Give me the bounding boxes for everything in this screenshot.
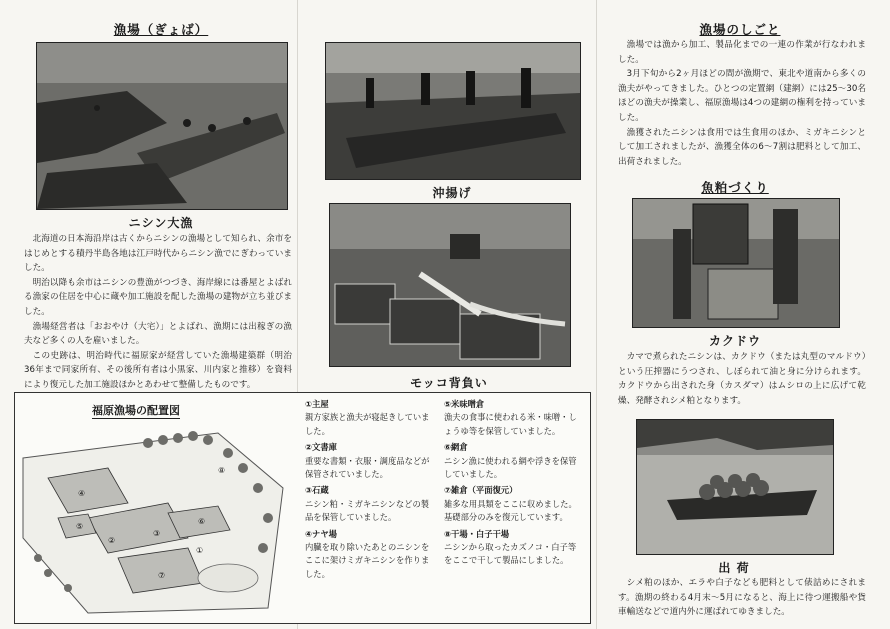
right-paragraph: 漁場では漁から加工、製品化までの一連の作業が行なわれました。 [618,40,866,65]
fold-line-right [596,0,597,629]
legend-desc: 雑多な用具類をここに収めました。基礎部分のみを復元しています。 [444,498,577,523]
photo-kakudo [632,198,840,328]
legend-item [305,484,437,524]
shukka-text-block [618,576,866,620]
right-paragraph: 3月下旬から2ヶ月ほどの間が漁期で、東北や道南から多くの漁夫がやってきました。ひとつの定置網（建網）には25〜30名ほどの漁夫が操業し、福原漁場は4つの建網の権利を持っていました。 [618,69,866,123]
caption-kakudo: カクドウ [708,334,761,348]
legend-desc: ニシンから取ったカズノコ・白子等をここで干して製品にしました。 [444,542,577,566]
legend-item [444,398,578,438]
legend-item [444,441,578,481]
kakudo-text-block [618,350,866,408]
map-title: 福原漁場の配置図 [92,404,180,417]
legend-item [444,484,578,524]
legend-head: ③石蔵 [305,485,329,496]
right-title: 漁場のしごと [699,22,781,37]
map-label-3: ③ [153,529,161,538]
photo-okiage [325,42,581,180]
right-paragraph: 漁獲されたニシンは食用では生食用のほか、ミガキニシンとして加工されましたが、漁獲全体の6〜7割は肥料として加工、出荷されました。 [618,127,866,167]
left-paragraph: 北海道の日本海沿岸は古くからニシンの漁場として知られ、余市をはじめとする積丹半島各地は江戸時代からニシン漁でにぎわっていました。 [24,234,292,274]
photo-nishin-tairyo [36,42,288,210]
legend-item [444,528,578,568]
photo-shukka [636,419,834,555]
left-paragraph: 漁場経営者は「おおやけ（大宅）」とよばれ、漁期には出稼ぎの漁夫など多くの人を雇いました。 [24,321,292,347]
legend-head: ④ナヤ場 [305,528,337,539]
left-paragraph: 明治以降も余市はニシンの豊漁がつづき、海岸線には番屋とよばれる漁家の住居を中心に蔵や加工施設を配した漁場の建物が立ち並びました。 [24,277,292,317]
map-label-4: ④ [78,489,86,498]
kakudo-text: カマで煮られたニシンは、カクドウ（または丸型のマルドウ）という圧搾器にうつされ、しぼられて油と身に分けられます。カクドウから出された身（カスダマ）はムシロの上に広げて乾燥、発酵されシメ粕となります。 [618,352,866,406]
map-label-6: ⑥ [198,517,206,526]
map-label-8: ⑧ [218,466,226,475]
left-title: 漁場（ぎょば） [113,22,209,37]
legend-head: ⑤米味噌倉 [444,399,485,409]
map-label-5: ⑤ [76,522,84,531]
legend-desc: 親方家族と漁夫が寝起きしていました。 [305,412,430,436]
legend-head: ②文書庫 [305,442,337,453]
legend-item [305,398,437,438]
photo-mokko-seoi [329,203,571,367]
legend-col-1 [305,398,437,584]
left-caption: ニシン大漁 [128,216,194,230]
legend-head: ⑦雑倉（平面復元） [444,485,518,496]
legend-col-2 [444,398,578,571]
legend-head: ①主屋 [305,399,329,409]
legend-head: ⑧干場・白子干場 [444,528,510,539]
right-subtitle: 魚粕づくり [701,180,769,195]
legend-desc: ニシン粕・ミガキニシンなどの製品を保管していました。 [305,498,430,523]
map-label-2: ② [108,536,116,545]
legend-item [305,441,437,481]
shukka-text: シメ粕のほか、エラや白子なども肥料として俵詰めにされます。漁期の終わる4月末〜5月になると、海上に待つ運搬船や貨車輸送などで道内外に運ばれてゆきました。 [618,578,866,618]
left-body [24,232,292,393]
legend-desc: ニシン漁に使われる網や浮きを保管していました。 [444,455,577,480]
map-label-7: ⑦ [158,571,166,580]
left-paragraph: この史跡は、明治時代に福原家が経営していた漁場建築群（明治36年まで同家所有、その後所有者は小黒家、川内家と推移）を資料により復元した加工施設ほかとあわせて整備したものです。 [24,350,292,390]
legend-desc: 内臓を取り除いたあとのニシンをここに架けミガキニシンを作りました。 [305,542,430,579]
middle-caption-okiage: 沖揚げ [432,186,472,200]
legend-desc: 漁夫の食事に使われる米・味噌・しょうゆ等を保管していました。 [444,412,577,436]
middle-caption-mokko: モッコ背負い [410,376,488,390]
legend-item [305,528,437,582]
right-body [618,38,866,169]
map-label-1: ① [196,546,204,555]
caption-shukka: 出 荷 [718,561,750,575]
legend-head: ⑥網倉 [444,442,468,453]
map-illustration [18,418,288,618]
legend-desc: 重要な書類・衣服・調度品などが保管されていました。 [305,455,430,480]
